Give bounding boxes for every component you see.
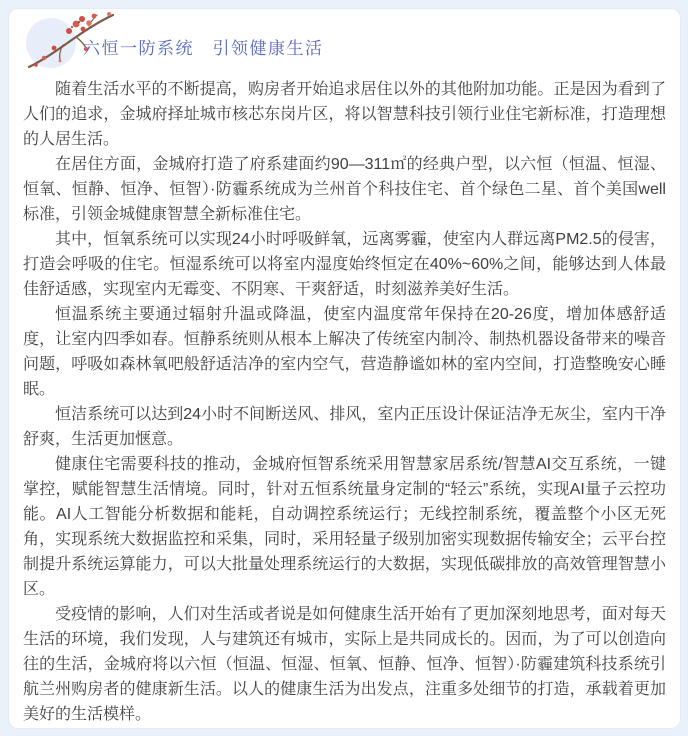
paragraph-intro: 随着生活水平的不断提高，购房者开始追求居住以外的其他附加功能。正是因为看到了人们的追求，金城府择址城市核芯东岗片区，将以智慧科技引领行业住宅新标准，打造理想的人居生活。 (23, 81, 666, 148)
paragraph-oxygen-humidity: 其中，恒氧系统可以实现24小时呼吸鲜氧，远离雾霾，使室内人群远离PM2.5的侵害，打造会呼吸的住宅。恒湿系统可以将室内湿度始终恒定在40%~60%之间，能够达到人体最佳舒适感，实现室内无霉变、不阴寒、干爽舒适，时刻滋养美好生活。 (23, 231, 666, 298)
paragraph-temp-quiet: 恒温系统主要通过辐射升温或降温，使室内温度常年保持在20-26度，增加体感舒适度，让室内四季如春。恒静系统则从根本上解决了传统室内制冷、制热机器设备带来的噪音问题，呼吸如森林氧吧般舒适洁净的室内空气，营造静谧如林的室内空间，打造整晚安心睡眠。 (23, 306, 666, 398)
article-title: 六恒一防系统 引领健康生活 (83, 39, 324, 58)
paragraph-clean: 恒洁系统可以达到24小时不间断送风、排风，室内正压设计保证洁净无灰尘，室内干净舒爽，生活更加惬意。 (23, 406, 666, 448)
article-card (8, 8, 681, 729)
title-underline (54, 58, 681, 60)
paragraph-smart-system: 健康住宅需要科技的推动，金城府恒智系统采用智慧家居系统/智慧AI交互系统，一键掌控，赋能智慧生活情境。同时，针对五恒系统量身定制的“轻云”系统，实现AI量子云控功能。AI人工智能分析数据和能耗，自动调控系统运行；无线控制系统，覆盖整个小区无死角，实现系统大数据监控和采集，同时，采用轻量子级别加密实现数据传输安全；云平台控制提升系统运算能力，可以大批量处理系统运行的大数据，实现低碳排放的高效管理智慧小区。 (23, 456, 666, 598)
paragraph-residence: 在居住方面，金城府打造了府系建面约90—311㎡的经典户型，以六恒（恒温、恒湿、恒氧、恒静、恒净、恒智）·防霾系统成为兰州首个科技住宅、首个绿色二星、首个美国well标准，引领金城健康智慧全新标准住宅。 (23, 156, 666, 223)
paragraph-conclusion: 受疫情的影响，人们对生活或者说是如何健康生活开始有了更加深刻地思考，面对每天生活的环境，我们发现，人与建筑还有城市，实际上是共同成长的。因而，为了可以创造向往的生活，金城府将以六恒（恒温、恒湿、恒氧、恒静、恒净、恒智）·防霾建筑科技系统引航兰州购房者的健康新生活。以人的健康生活为出发点，注重多处细节的打造，承载着更加美好的生活模样。 (23, 606, 666, 723)
article-body (9, 77, 680, 727)
article-header (9, 9, 680, 68)
